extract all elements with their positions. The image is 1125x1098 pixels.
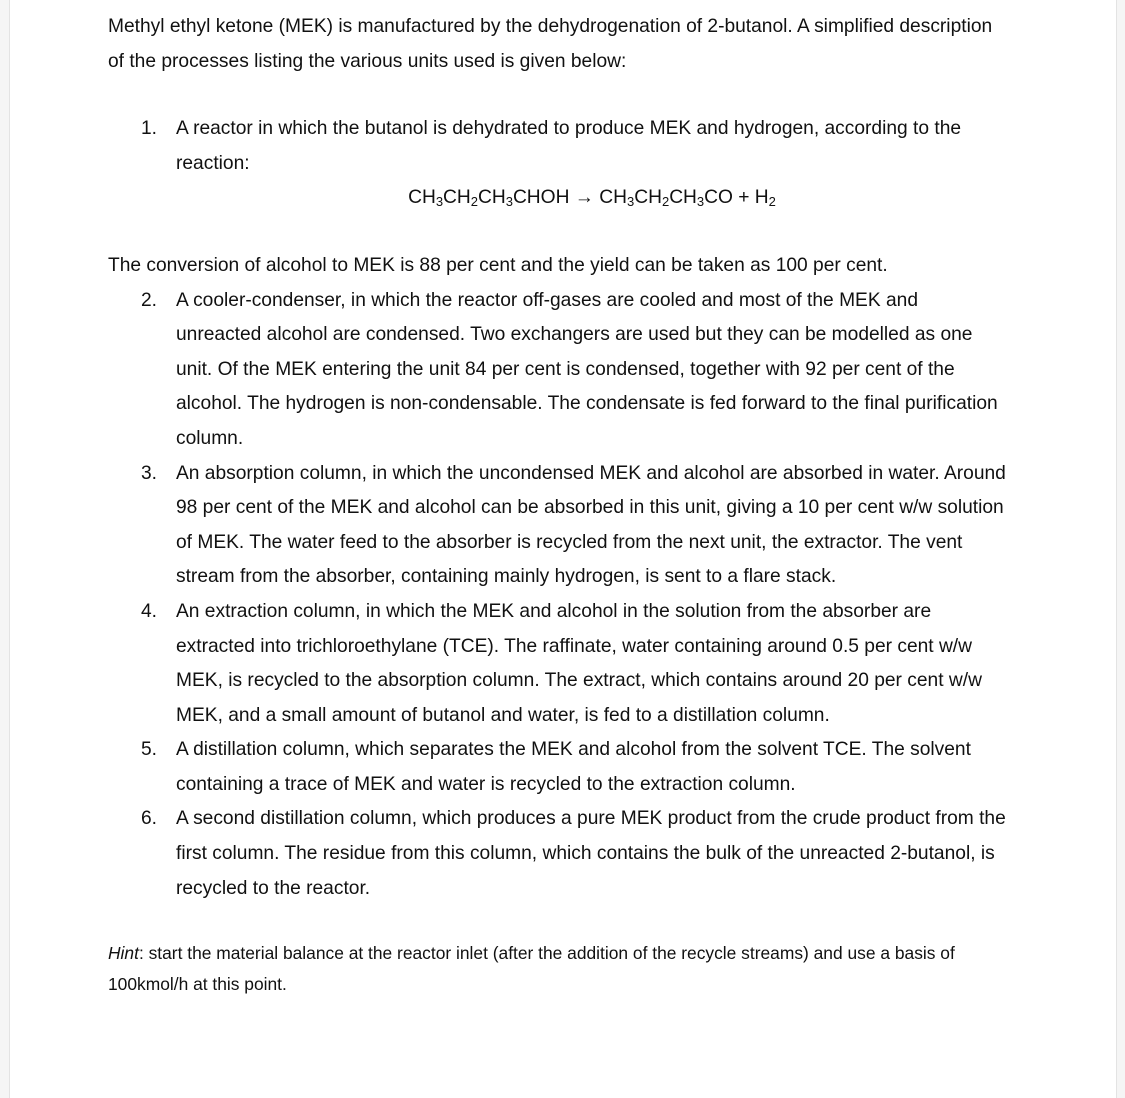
list-item xyxy=(108,457,1008,595)
list-item xyxy=(108,112,1008,181)
list-item xyxy=(108,733,1008,802)
process-steps-list-continued xyxy=(108,284,1008,907)
process-steps-list xyxy=(108,112,1008,181)
intro-paragraph: Methyl ethyl ketone (MEK) is manufactured by the dehydrogenation of 2-butanol. A simplified description of the processes listing the various units used is given below: xyxy=(108,16,993,72)
list-item-text: An extraction column, in which the MEK and alcohol in the solution from the absorber are extracted into trichloroethylane (TCE). The raffinate, water containing around 0.5 per cent w/w MEK, is recycled to the absorption column. The extract, which contains around 20 per cent w/w MEK, and a small amount of butanol and water, is fed to a distillation column. xyxy=(176,600,982,726)
hint-paragraph xyxy=(108,938,1008,999)
hint-label: Hint xyxy=(108,943,139,964)
list-item-number: 1. xyxy=(141,118,158,140)
document-body xyxy=(108,10,1008,999)
list-item-text: An absorption column, in which the uncondensed MEK and alcohol are absorbed in water. Around 98 per cent of the MEK and alcohol can be absorbed in this unit, giving a 10 per cent w/w solution of MEK. The water feed to the absorber is recycled from the next unit, the extractor. The vent stream from the absorber, containing mainly hydrogen, is sent to a flare stack. xyxy=(176,462,1006,588)
list-item-text: A cooler-condenser, in which the reactor off-gases are cooled and most of the MEK and unreacted alcohol are condensed. Two exchangers are used but they can be modelled as one unit. Of the MEK entering the unit 84 per cent is condensed, together with 92 per cent of the alcohol. The hydrogen is non-condensable. The condensate is fed forward to the final purification column. xyxy=(176,289,998,449)
list-item xyxy=(108,284,1008,457)
hint-text: : start the material balance at the reactor inlet (after the addition of the recycle streams) and use a basis of 100kmol/h at this point. xyxy=(108,943,955,994)
conversion-paragraph: The conversion of alcohol to MEK is 88 per cent and the yield can be taken as 100 per cent. xyxy=(108,254,888,276)
list-item-number: 5. xyxy=(141,739,158,761)
reaction-equation: $CH_3CH_2CH_3CHOH \to CH_3CH_2CH_3CO + H_2$ xyxy=(408,187,776,210)
list-item-number: 4. xyxy=(141,600,158,622)
list-item-text: A second distillation column, which produces a pure MEK product from the crude product from the first column. The residue from this column, which contains the bulk of the unreacted 2-butanol, is recycled to the reactor. xyxy=(176,808,1006,899)
list-item-text: A reactor in which the butanol is dehydrated to produce MEK and hydrogen, according to the reaction: xyxy=(176,118,962,174)
list-item-text: A distillation column, which separates the MEK and alcohol from the solvent TCE. The solvent containing a trace of MEK and water is recycled to the extraction column. xyxy=(176,739,971,795)
document-page xyxy=(10,0,1116,1098)
list-item-number: 2. xyxy=(141,289,158,311)
list-item-number: 6. xyxy=(141,808,158,830)
list-item xyxy=(108,595,1008,733)
list-item xyxy=(108,802,1008,906)
list-item-number: 3. xyxy=(141,462,158,484)
